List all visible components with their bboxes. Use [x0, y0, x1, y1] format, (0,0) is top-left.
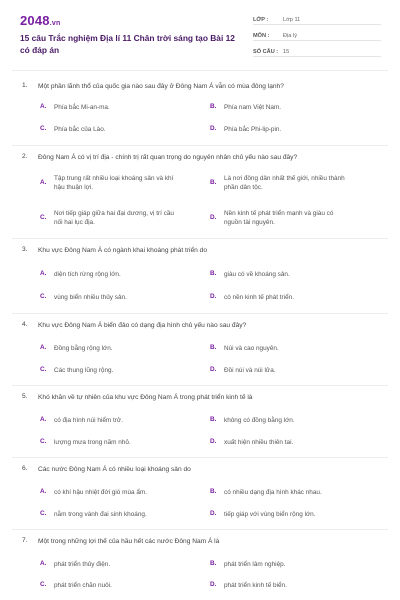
question-divider: [12, 457, 388, 458]
option-text: có nền kinh tế phát triển.: [224, 294, 294, 301]
option-text: Phía bắc của Lào.: [54, 126, 106, 133]
question-number: 1.: [22, 82, 28, 89]
option-text: có địa hình núi hiểm trở.: [54, 417, 123, 424]
question-text: Khu vực Đông Nam Á có ngành khai khoáng phát triển do: [38, 247, 207, 254]
option-text-line-1: Là nơi đông dân nhất thế giới, nhiều thành: [224, 175, 345, 182]
option-letter: A.: [40, 560, 47, 567]
option-text: Phía nam Việt Nam.: [224, 104, 282, 111]
option-text: phát triển chăn nuôi.: [54, 582, 112, 589]
option-letter: A.: [40, 416, 47, 423]
question-divider: [12, 313, 388, 314]
option-text: không có đồng bằng lớn.: [224, 417, 295, 424]
question-number: 5.: [22, 393, 28, 400]
page-title: 15 câu Trắc nghiệm Địa lí 11 Chân trời sáng tạo Bài 12 có đáp án: [20, 33, 235, 55]
option-text: [54, 209, 174, 227]
option-letter: B.: [210, 488, 217, 495]
question-divider: [12, 385, 388, 386]
option-text: [224, 174, 345, 192]
option-letter: B.: [210, 560, 217, 567]
option-text: nằm trong vành đai sinh khoáng.: [54, 511, 147, 518]
option-letter: D.: [210, 125, 217, 132]
meta-class-key: LỚP :: [253, 17, 269, 23]
option-letter: C.: [40, 366, 47, 373]
option-letter: B.: [210, 270, 217, 277]
option-letter: D.: [210, 214, 217, 221]
option-letter: D.: [210, 510, 217, 517]
question-divider: [12, 529, 388, 530]
option-text: có nhiều dạng địa hình khác nhau.: [224, 489, 322, 496]
meta-subject-key: MÔN :: [253, 33, 270, 39]
meta-subject-value: Địa lý: [283, 33, 297, 39]
option-text-line-1: Nơi tiếp giáp giữa hai đại dương, vị trí cầu: [54, 210, 174, 217]
question-number: 6.: [22, 465, 28, 472]
meta-class-value: Lớp 11: [283, 17, 301, 23]
question-text: Khu vực Đông Nam Á biển đảo có dạng địa hình chủ yếu nào sau đây?: [38, 322, 247, 329]
option-text: tiếp giáp với vùng biển rộng lớn.: [224, 511, 316, 518]
option-letter: C.: [40, 438, 47, 445]
option-letter: D.: [210, 438, 217, 445]
option-letter: A.: [40, 179, 47, 186]
question-number: 3.: [22, 246, 28, 253]
question-number: 2.: [22, 153, 28, 160]
header-divider: [12, 70, 388, 71]
meta-subject-row: [253, 31, 381, 41]
option-letter: D.: [210, 581, 217, 588]
site-logo[interactable]: [20, 13, 60, 28]
option-letter: C.: [40, 510, 47, 517]
option-text: phát triển kinh tế biển.: [224, 582, 287, 589]
option-letter: B.: [210, 103, 217, 110]
option-text: Đồi núi và núi lửa.: [224, 367, 276, 374]
option-letter: B.: [210, 344, 217, 351]
question-text: Một trong những lợi thế của hầu hết các nước Đông Nam Á là: [38, 538, 220, 545]
option-text: phát triển thủy điện.: [54, 561, 111, 568]
option-text: lượng mưa trong năm nhỏ.: [54, 439, 131, 446]
logo-suffix: .vn: [49, 20, 61, 27]
option-text: Phía bắc Mi-an-ma.: [54, 104, 110, 111]
question-number: 4.: [22, 321, 28, 328]
option-letter: C.: [40, 293, 47, 300]
option-letter: D.: [210, 366, 217, 373]
question-text: Đông Nam Á có vị trí địa - chính trị rất quan trọng do nguyên nhân chủ yếu nào sau đây?: [38, 154, 298, 161]
option-text: Các thung lũng rộng.: [54, 367, 114, 374]
logo-text: 2048: [20, 13, 50, 28]
meta-count-key: SỐ CÂU :: [253, 49, 279, 55]
option-text: [54, 174, 173, 192]
option-text: Núi và cao nguyên.: [224, 345, 279, 352]
option-letter: B.: [210, 179, 217, 186]
option-letter: A.: [40, 103, 47, 110]
meta-count-row: [253, 47, 381, 57]
option-text: giàu có về khoáng sản.: [224, 271, 290, 278]
question-text: Các nước Đông Nam Á có nhiều loại khoáng sản do: [38, 466, 191, 473]
option-text-line-1: Tập trung rất nhiều loại khoáng sản và khí: [54, 175, 174, 182]
option-text-line-2: hậu thuận lợi.: [54, 184, 94, 191]
question-divider: [12, 238, 388, 239]
option-text: có khí hậu nhiệt đới gió mùa ẩm.: [54, 489, 148, 496]
option-letter: B.: [210, 416, 217, 423]
option-letter: D.: [210, 293, 217, 300]
option-text-line-2: nối hai lục địa.: [54, 219, 95, 226]
option-letter: A.: [40, 270, 47, 277]
option-letter: A.: [40, 344, 47, 351]
option-text: [224, 209, 333, 227]
option-text: vùng biển nhiều thủy sản.: [54, 294, 127, 301]
option-text: phát triển lâm nghiệp.: [224, 561, 286, 568]
option-letter: A.: [40, 488, 47, 495]
option-letter: C.: [40, 125, 47, 132]
option-text-line-2: nguồn tài nguyên.: [224, 219, 275, 226]
option-text: Đồng bằng rộng lớn.: [54, 345, 113, 352]
option-text: Phía bắc Phi-lip-pin.: [224, 126, 282, 133]
question-number: 7.: [22, 537, 28, 544]
option-text: diện tích rừng rộng lớn.: [54, 271, 121, 278]
meta-count-value: 15: [283, 49, 290, 55]
option-letter: C.: [40, 581, 47, 588]
question-divider: [12, 145, 388, 146]
question-text: Một phần lãnh thổ của quốc gia nào sau đây ở Đông Nam Á vẫn có mùa đông lạnh?: [38, 83, 284, 90]
option-letter: C.: [40, 214, 47, 221]
option-text-line-1: Nền kinh tế phát triển mạnh và giàu có: [224, 210, 334, 217]
option-text: xuất hiện nhiều thiên tai.: [224, 439, 294, 446]
meta-class-row: [253, 15, 381, 25]
question-text: Khó khăn về tự nhiên của khu vực Đông Nam Á trong phát triển kinh tế là: [38, 394, 253, 401]
option-text-line-2: phần dân tộc.: [224, 184, 263, 191]
